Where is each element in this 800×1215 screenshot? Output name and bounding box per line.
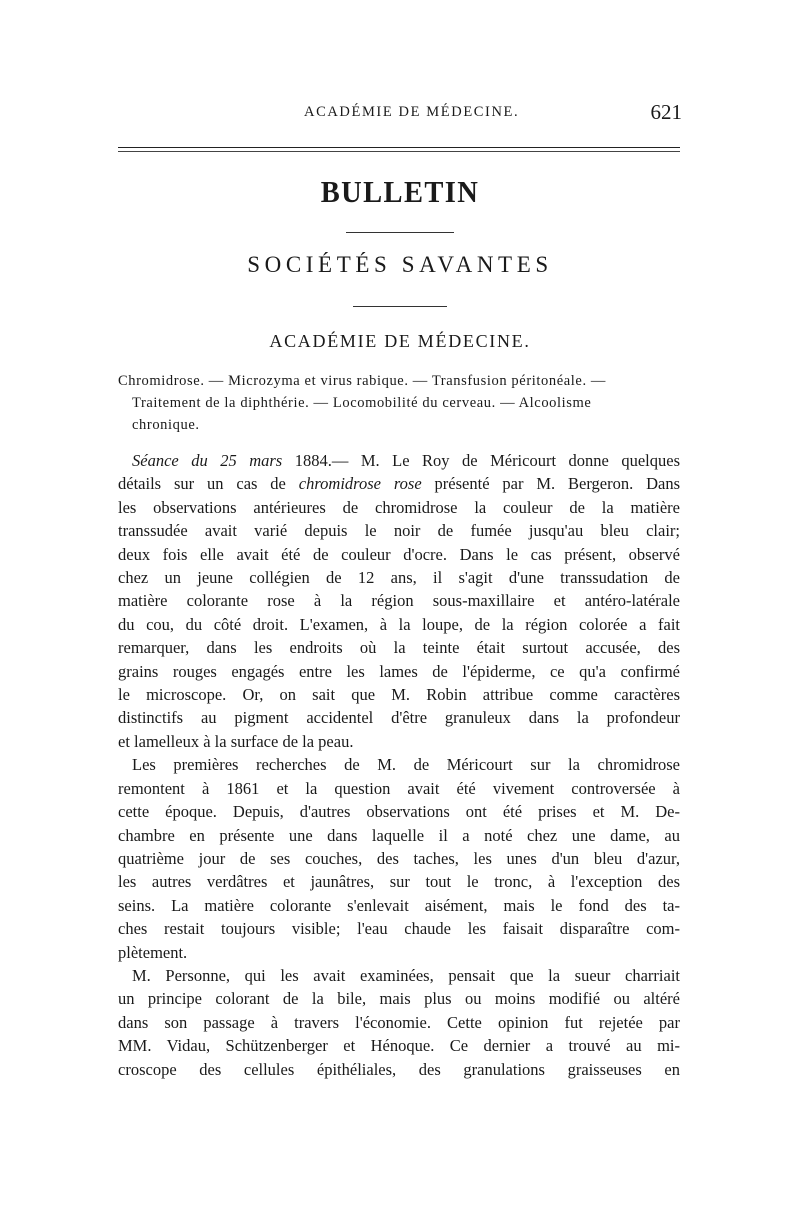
summary-line: Traitement de la diphthérie. — Locomobilité du cerveau. — Alcoolisme [132, 395, 592, 411]
section-rule [353, 306, 447, 307]
paragraph-line: distinctifs au pigment accidentel d'être granuleux dans la profondeur [118, 708, 680, 728]
academie-heading: ACADÉMIE DE MÉDECINE. [269, 331, 531, 351]
paragraph-line: le microscope. Or, on sait que M. Robin attribue comme caractères [118, 685, 680, 705]
paragraph-line: dans son passage à travers l'économie. Cette opinion fut rejetée par [118, 1012, 680, 1032]
line-text: 1884.— M. Le Roy de Méricourt donne quelques [294, 451, 681, 470]
running-head [118, 100, 684, 128]
paragraph-line: les autres verdâtres et jaunâtres, sur tout le tronc, à l'exception des [118, 872, 680, 892]
page-number: 621 [650, 100, 682, 124]
paragraph-1-line-2 [118, 472, 680, 495]
chromidrose-term: chromidrose rose [298, 474, 422, 494]
paragraph-line: matière colorante rose à la région sous-maxillaire et antéro-latérale [118, 591, 680, 611]
session-summary [118, 370, 680, 436]
paragraph-line: Les premières recherches de M. de Méricourt sur la chromidrose [132, 755, 680, 775]
paragraph-line: transsudée avait varié depuis le noir de fumée jusqu'au bleu clair; [118, 521, 680, 541]
paragraph-line: chez un jeune collégien de 12 ans, il s'agit d'une transsudation de [118, 568, 680, 588]
paragraph-line: MM. Vidau, Schützenberger et Hénoque. Ce dernier a trouvé au mi- [118, 1036, 680, 1056]
paragraph-line: plètement. [118, 942, 188, 962]
paragraph-line: M. Personne, qui les avait examinées, pensait que la sueur charriait [132, 965, 680, 985]
paragraph-line: grains rouges engagés entre les lames de l'épiderme, ce qu'a confirmé [118, 661, 680, 681]
paragraph-line: les observations antérieures de chromidrose la couleur de la matière [118, 497, 680, 517]
societes-title: SOCIÉTÉS SAVANTES [247, 252, 553, 277]
paragraph-line: chambre en présente une dans laquelle il a noté chez une dame, au [118, 825, 680, 845]
line-text: détails sur un cas de [118, 474, 286, 494]
paragraph-line: du cou, du côté droit. L'examen, à la loupe, de la région colorée a fait [118, 614, 680, 634]
summary-line: Chromidrose. — Microzyma et virus rabique. — Transfusion péritonéale. — [118, 373, 606, 389]
running-title: ACADÉMIE DE MÉDECINE. [304, 104, 520, 120]
paragraph-1-line-1 [118, 449, 680, 472]
bulletin-title: BULLETIN [320, 174, 480, 209]
paragraph-line: croscope des cellules épithéliales, des granulations graisseuses en [118, 1059, 680, 1079]
paragraph-line: et lamelleux à la surface de la peau. [118, 731, 354, 751]
paragraph-line: quatrième jour de ses couches, des taches, les unes d'un bleu d'azur, [118, 848, 680, 868]
header-rule-thin [118, 151, 680, 152]
paragraph-line: remontent à 1861 et la question avait été vivement controversée à [118, 778, 680, 798]
header-rule [118, 147, 680, 148]
ornament-rule [346, 232, 454, 233]
paragraph-line: un principe colorant de la bile, mais plus ou moins modifié ou altéré [118, 989, 680, 1009]
seance-label: Séance du [132, 451, 208, 470]
seance-date: 25 mars [220, 451, 283, 470]
paragraph-line: ches restait toujours visible; l'eau chaude les faisait disparaître com- [118, 919, 680, 939]
paragraph-line: cette époque. Depuis, d'autres observations ont été prises et M. De- [118, 802, 680, 822]
summary-line: chronique. [132, 417, 200, 433]
paragraph-line: seins. La matière colorante s'enlevait aisément, mais le fond des ta- [118, 895, 680, 915]
paragraph-line: deux fois elle avait été de couleur d'ocre. Dans le cas présent, observé [118, 544, 680, 564]
paragraph-line: remarquer, dans les endroits où la teinte était surtout accusée, des [118, 638, 680, 658]
line-text: présenté par M. Bergeron. Dans [434, 474, 681, 494]
article-body [118, 449, 680, 1081]
